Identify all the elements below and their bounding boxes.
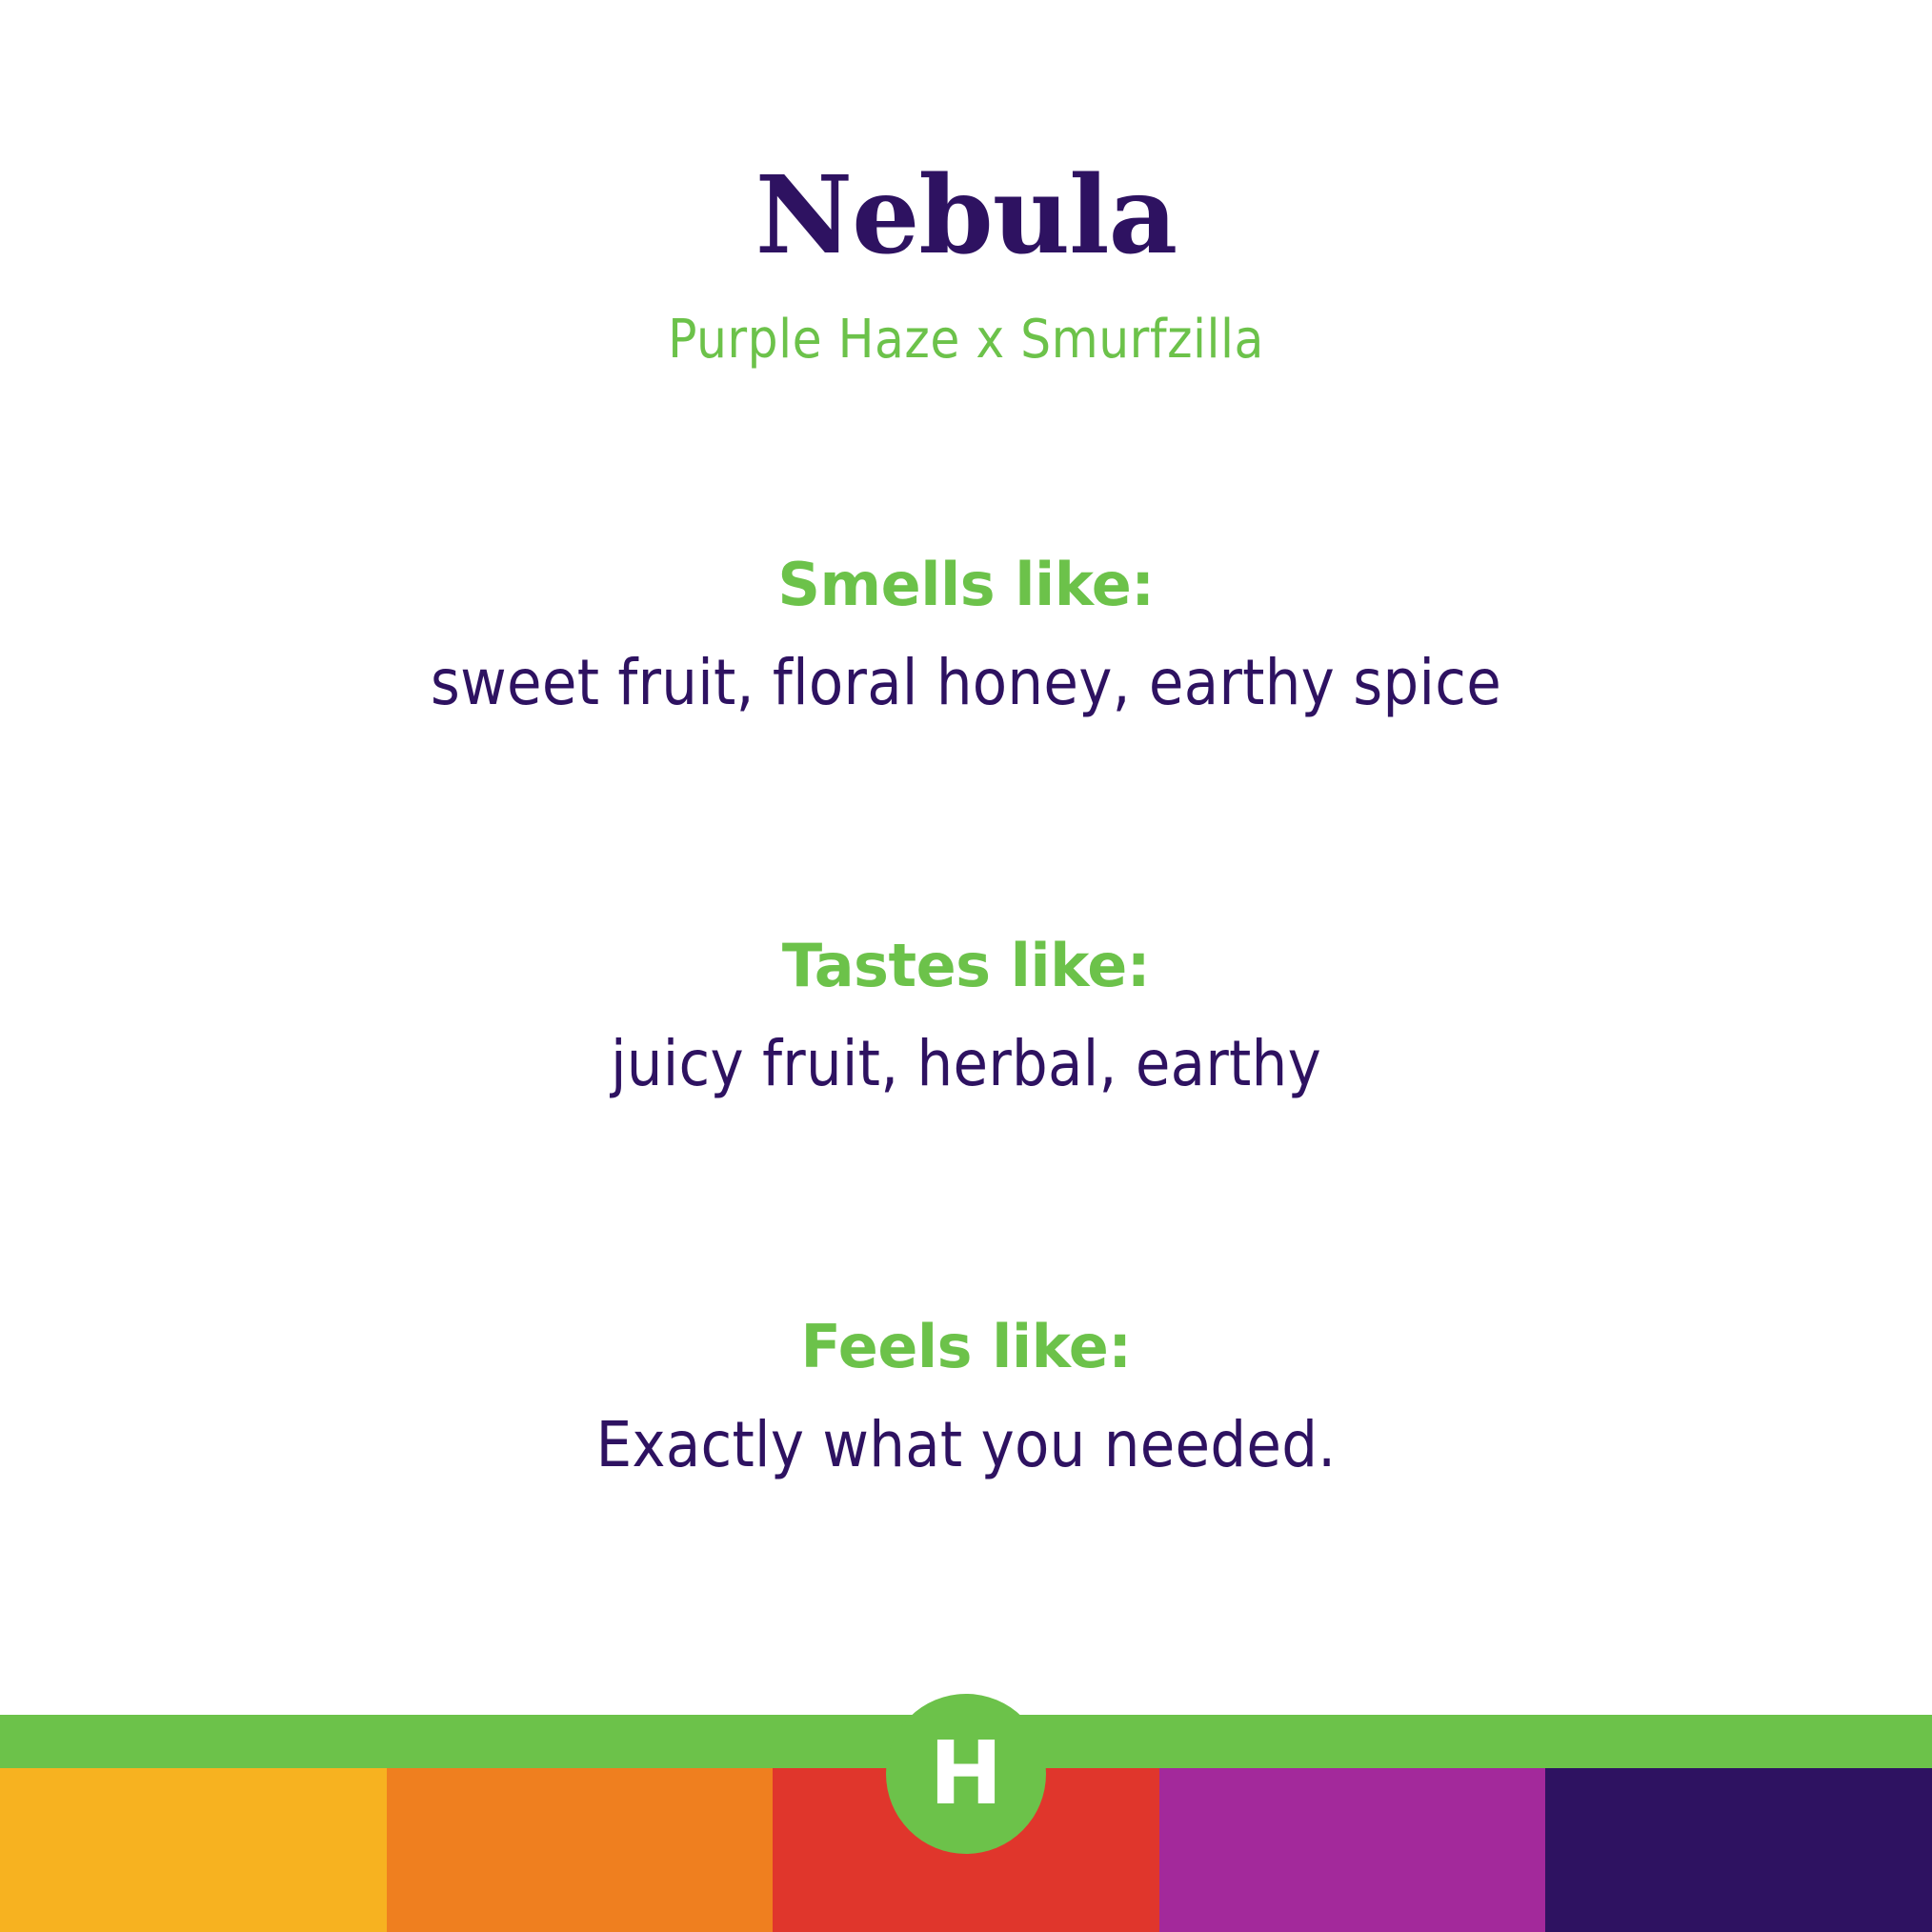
section-value-tastes: juicy fruit, herbal, earthy (611, 1026, 1321, 1100)
logo-letter: H (929, 1722, 1003, 1824)
section-value-smells: sweet fruit, floral honey, earthy spice (430, 645, 1502, 719)
color-swatch-yellow (0, 1768, 387, 1932)
color-swatch-orange (387, 1768, 774, 1932)
color-swatch-magenta (1159, 1768, 1546, 1932)
section-feels (0, 1312, 1932, 1481)
strain-lineage: Purple Haze x Smurfzilla (668, 308, 1264, 371)
section-label-feels: Feels like: (800, 1311, 1132, 1381)
section-value-feels: Exactly what you needed. (595, 1407, 1337, 1481)
brand-logo-badge (886, 1694, 1046, 1854)
color-swatch-purple (1545, 1768, 1932, 1932)
section-smells (0, 550, 1932, 719)
spacer (0, 719, 1932, 788)
section-label-smells: Smells like: (777, 549, 1155, 619)
spacer (0, 1100, 1932, 1169)
section-tastes (0, 931, 1932, 1100)
page-title: Nebula (755, 153, 1177, 278)
section-label-tastes: Tastes like: (781, 930, 1151, 1000)
